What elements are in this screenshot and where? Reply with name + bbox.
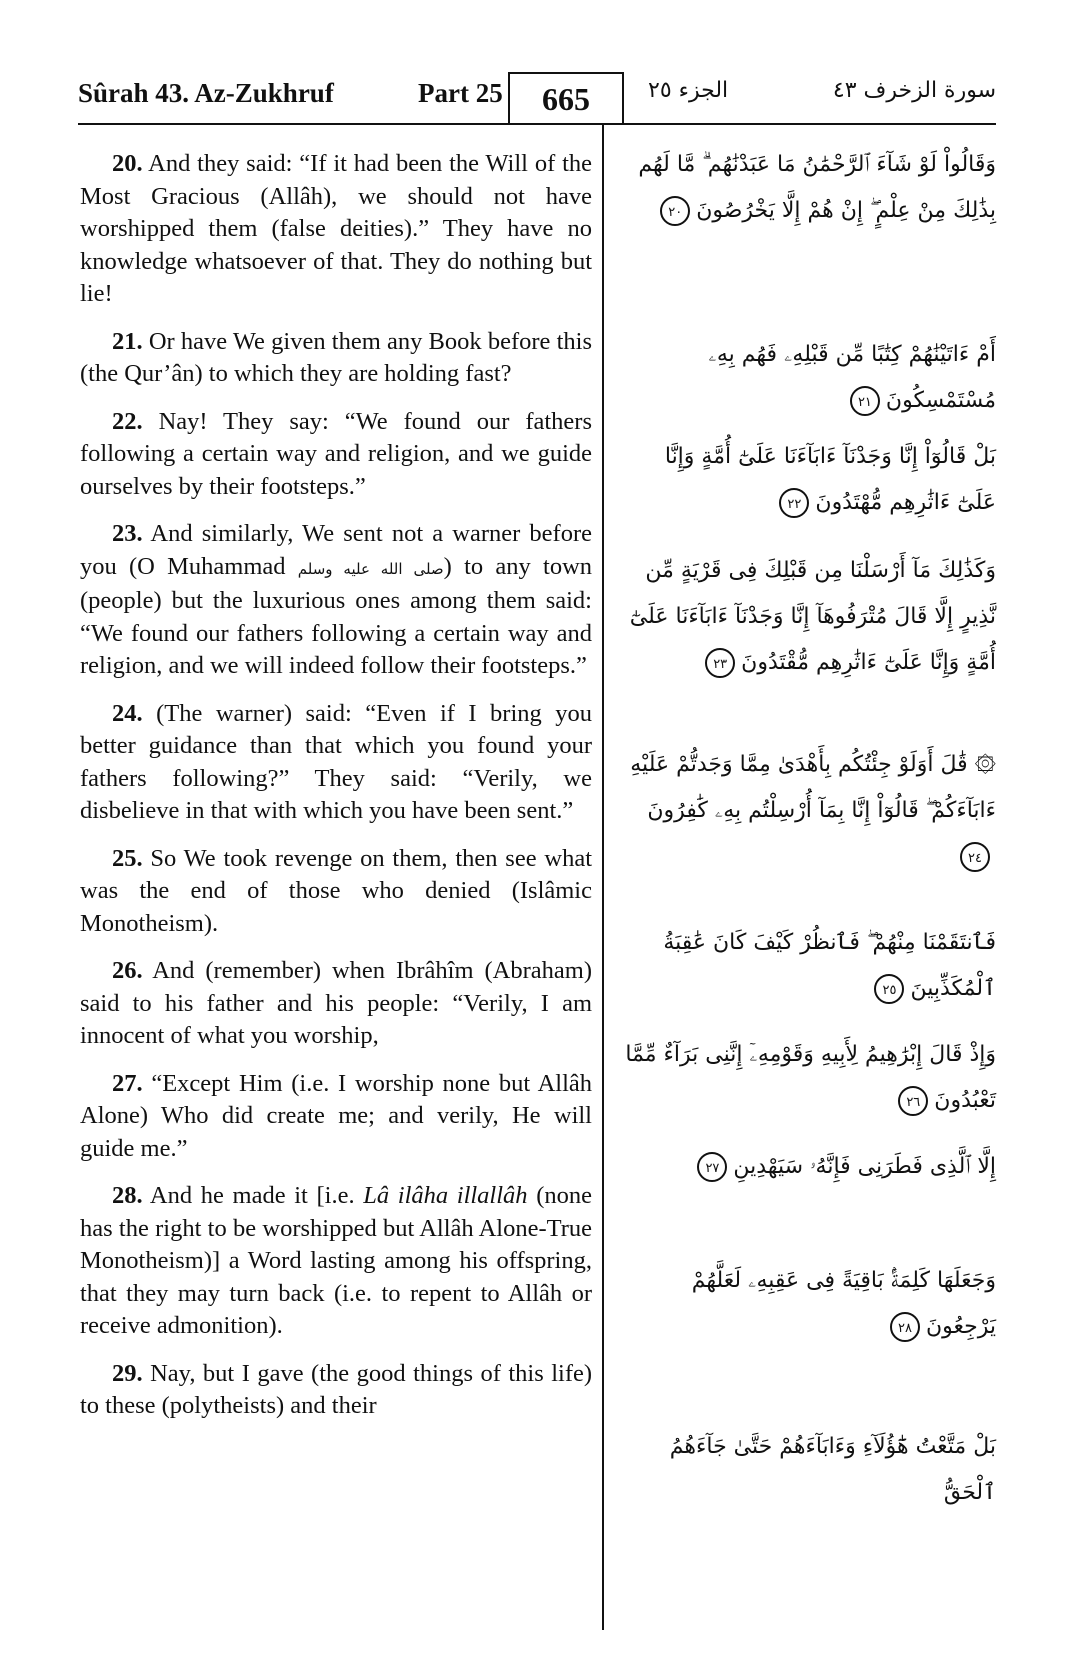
verse-22-arabic	[620, 434, 996, 526]
verse-26-english	[80, 955, 592, 1053]
verse-text: So We took revenge on them, then see what was the end of those who denied (Islâmic Monotheism).	[80, 844, 593, 937]
verse-28-english	[80, 1180, 592, 1343]
verse-text: Or have We given them any Book before this (the Qur’ân) to which they are holding fast?	[80, 327, 592, 387]
verse-21-english	[80, 326, 592, 391]
verse-text-cont: ) to any town (people) but the luxurious ones among them said: “We found our fathers following a certain way and religion, and we will indeed follow their footsteps.”	[80, 552, 593, 679]
verse-text: And he made it [i.e.	[149, 1182, 364, 1209]
verse-24-english	[80, 698, 592, 828]
verse-number: 27.	[112, 1069, 143, 1097]
verse-number: 26.	[112, 957, 143, 984]
verse-number: 22.	[112, 407, 143, 435]
verse-number: 21.	[112, 327, 143, 355]
verse-number: 24.	[112, 699, 143, 727]
juz-label-arabic: الجزء ٢٥	[648, 78, 729, 103]
surah-title-arabic: سورة الزخرف ٤٣	[832, 78, 996, 103]
arabic-text: أَمْ ءَاتَيْنَٰهُمْ كِتَٰبًا مِّن قَبْلِهِۦ فَهُم بِهِۦ مُسْتَمْسِكُونَ	[708, 342, 996, 413]
verse-26-arabic	[620, 1032, 996, 1124]
verse-29-arabic	[620, 1424, 996, 1516]
verse-number: 29.	[112, 1359, 143, 1387]
arabic-text: وَإِذْ قَالَ إِبْرَٰهِيمُ لِأَبِيهِ وَقَوْمِهِۦٓ إِنَّنِى بَرَآءٌ مِّمَّا تَعْبُدُونَ	[625, 1042, 996, 1113]
surah-title-english: Sûrah 43. Az-Zukhruf	[78, 78, 334, 108]
ayah-number-marker: ٢١	[850, 386, 880, 416]
verse-text: Nay, but I gave (the good things of this life) to these (polytheists) and their	[80, 1359, 593, 1419]
verse-number: 25.	[112, 844, 143, 872]
arabic-text: إِلَّا ٱلَّذِى فَطَرَنِى فَإِنَّهُۥ سَيَهْدِينِ	[733, 1154, 996, 1179]
part-label: Part 25	[418, 78, 503, 108]
verse-text-italic: Lâ ilâha illallâh	[363, 1182, 528, 1209]
verse-number: 20.	[112, 150, 143, 177]
verse-22-english	[80, 406, 592, 504]
verse-text: And (remember) when Ibrâhîm (Abraham) said to his father and his people: “Verily, I am innocent of what you worship,	[80, 957, 592, 1049]
arabic-text: وَجَعَلَهَا كَلِمَةًۢ بَاقِيَةً فِى عَقِبِهِۦ لَعَلَّهُمْ يَرْجِعُونَ	[691, 1268, 996, 1339]
verse-number: 28.	[112, 1182, 143, 1209]
header-rule	[78, 123, 996, 125]
verse-25-arabic	[620, 920, 996, 1012]
verse-23-english	[80, 518, 592, 683]
ayah-number-marker: ٢٧	[697, 1152, 727, 1182]
arabic-text: فَٱنتَقَمْنَا مِنْهُمْ ۖ فَٱنظُرْ كَيْفَ كَانَ عَٰقِبَةُ ٱلْمُكَذِّبِينَ	[663, 930, 996, 1001]
verse-28-arabic	[620, 1258, 996, 1350]
verse-25-english	[80, 843, 592, 941]
arabic-text: بَلْ قَالُوٓاْ إِنَّا وَجَدْنَآ ءَابَآءَنَا عَلَىٰٓ أُمَّةٍ وَإِنَّا عَلَىٰٓ ءَاثَٰرِهِم مُّهْتَدُونَ	[664, 444, 996, 515]
arabic-text: وَكَذَٰلِكَ مَآ أَرْسَلْنَا مِن قَبْلِكَ فِى قَرْيَةٍ مِّن نَّذِيرٍ إِلَّا قَالَ مُتْرَفُوهَآ إِنَّا وَجَدْنَآ ءَابَآءَنَا عَلَىٰٓ أُمَّةٍ وَإِنَّا عَلَىٰٓ ءَاثَٰرِهِم مُّقْتَدُونَ	[629, 558, 996, 675]
salutation-arabic: صلى الله عليه وسلم	[297, 559, 444, 578]
verse-text-cont: (none has the right to be worshipped but Allâh Alone-True Monotheism)] a Word lasting among his offspring, that they may turn back (i.e. to repent to Allâh or receive admonition).	[80, 1182, 592, 1339]
ayah-number-marker: ٢٢	[779, 488, 809, 518]
verse-text: And they said: “If it had been the Will of the Most Gracious (Allâh), we should not have worshipped them (false deities).” They have no knowledge whatsoever of that. They do nothing but lie!	[80, 150, 593, 307]
arabic-text: بَلْ مَتَّعْتُ هَٰٓؤُلَآءِ وَءَابَآءَهُمْ حَتَّىٰ جَآءَهُمُ ٱلْحَقُّ	[669, 1434, 996, 1505]
verse-text: (The warner) said: “Even if I bring you better guidance than that which you found your fathers following?” They said: “Verily, we disbelieve in that with which you have been sent.”	[80, 699, 592, 824]
arabic-text: وَقَالُواْ لَوْ شَآءَ ٱلرَّحْمَٰنُ مَا عَبَدْنَٰهُم ۗ مَّا لَهُم بِذَٰلِكَ مِنْ عِلْمٍ ۖ إِنْ هُمْ إِلَّا يَخْرُصُونَ	[638, 152, 996, 223]
verse-text: And similarly, We sent not a warner before you (O Muhammad	[80, 520, 592, 580]
ayah-number-marker: ٢٣	[705, 648, 735, 678]
ayah-number-marker: ٢٠	[660, 196, 690, 226]
page-header	[78, 62, 996, 124]
verse-text: Nay! They say: “We found our fathers following a certain way and religion, and we guide ourselves by their footsteps.”	[80, 407, 592, 500]
verse-27-arabic	[620, 1144, 996, 1190]
ayah-number-marker: ٢٦	[898, 1086, 928, 1116]
verse-number: 23.	[112, 520, 143, 547]
arabic-text: ۞ قَٰلَ أَوَلَوْ جِئْتُكُم بِأَهْدَىٰ مِمَّا وَجَدتُّمْ عَلَيْهِ ءَابَآءَكُمْ ۖ قَالُوٓاْ إِنَّا بِمَآ أُرْسِلْتُم بِهِۦ كَٰفِرُونَ	[630, 752, 996, 823]
page-number: 665	[508, 72, 624, 124]
verse-23-arabic	[620, 548, 996, 686]
ayah-number-marker: ٢٥	[874, 974, 904, 1004]
ayah-number-marker: ٢٤	[960, 842, 990, 872]
verse-29-english	[80, 1358, 592, 1423]
verse-20-arabic	[620, 142, 996, 234]
english-column	[80, 148, 592, 1438]
ayah-number-marker: ٢٨	[890, 1312, 920, 1342]
verse-text: “Except Him (i.e. I worship none but Allâh Alone) Who did create me; and verily, He will guide me.”	[80, 1069, 593, 1162]
column-divider	[602, 125, 604, 1630]
verse-27-english	[80, 1068, 592, 1166]
verse-24-arabic	[620, 742, 996, 880]
verse-21-arabic	[620, 332, 996, 424]
verse-20-english	[80, 148, 592, 311]
